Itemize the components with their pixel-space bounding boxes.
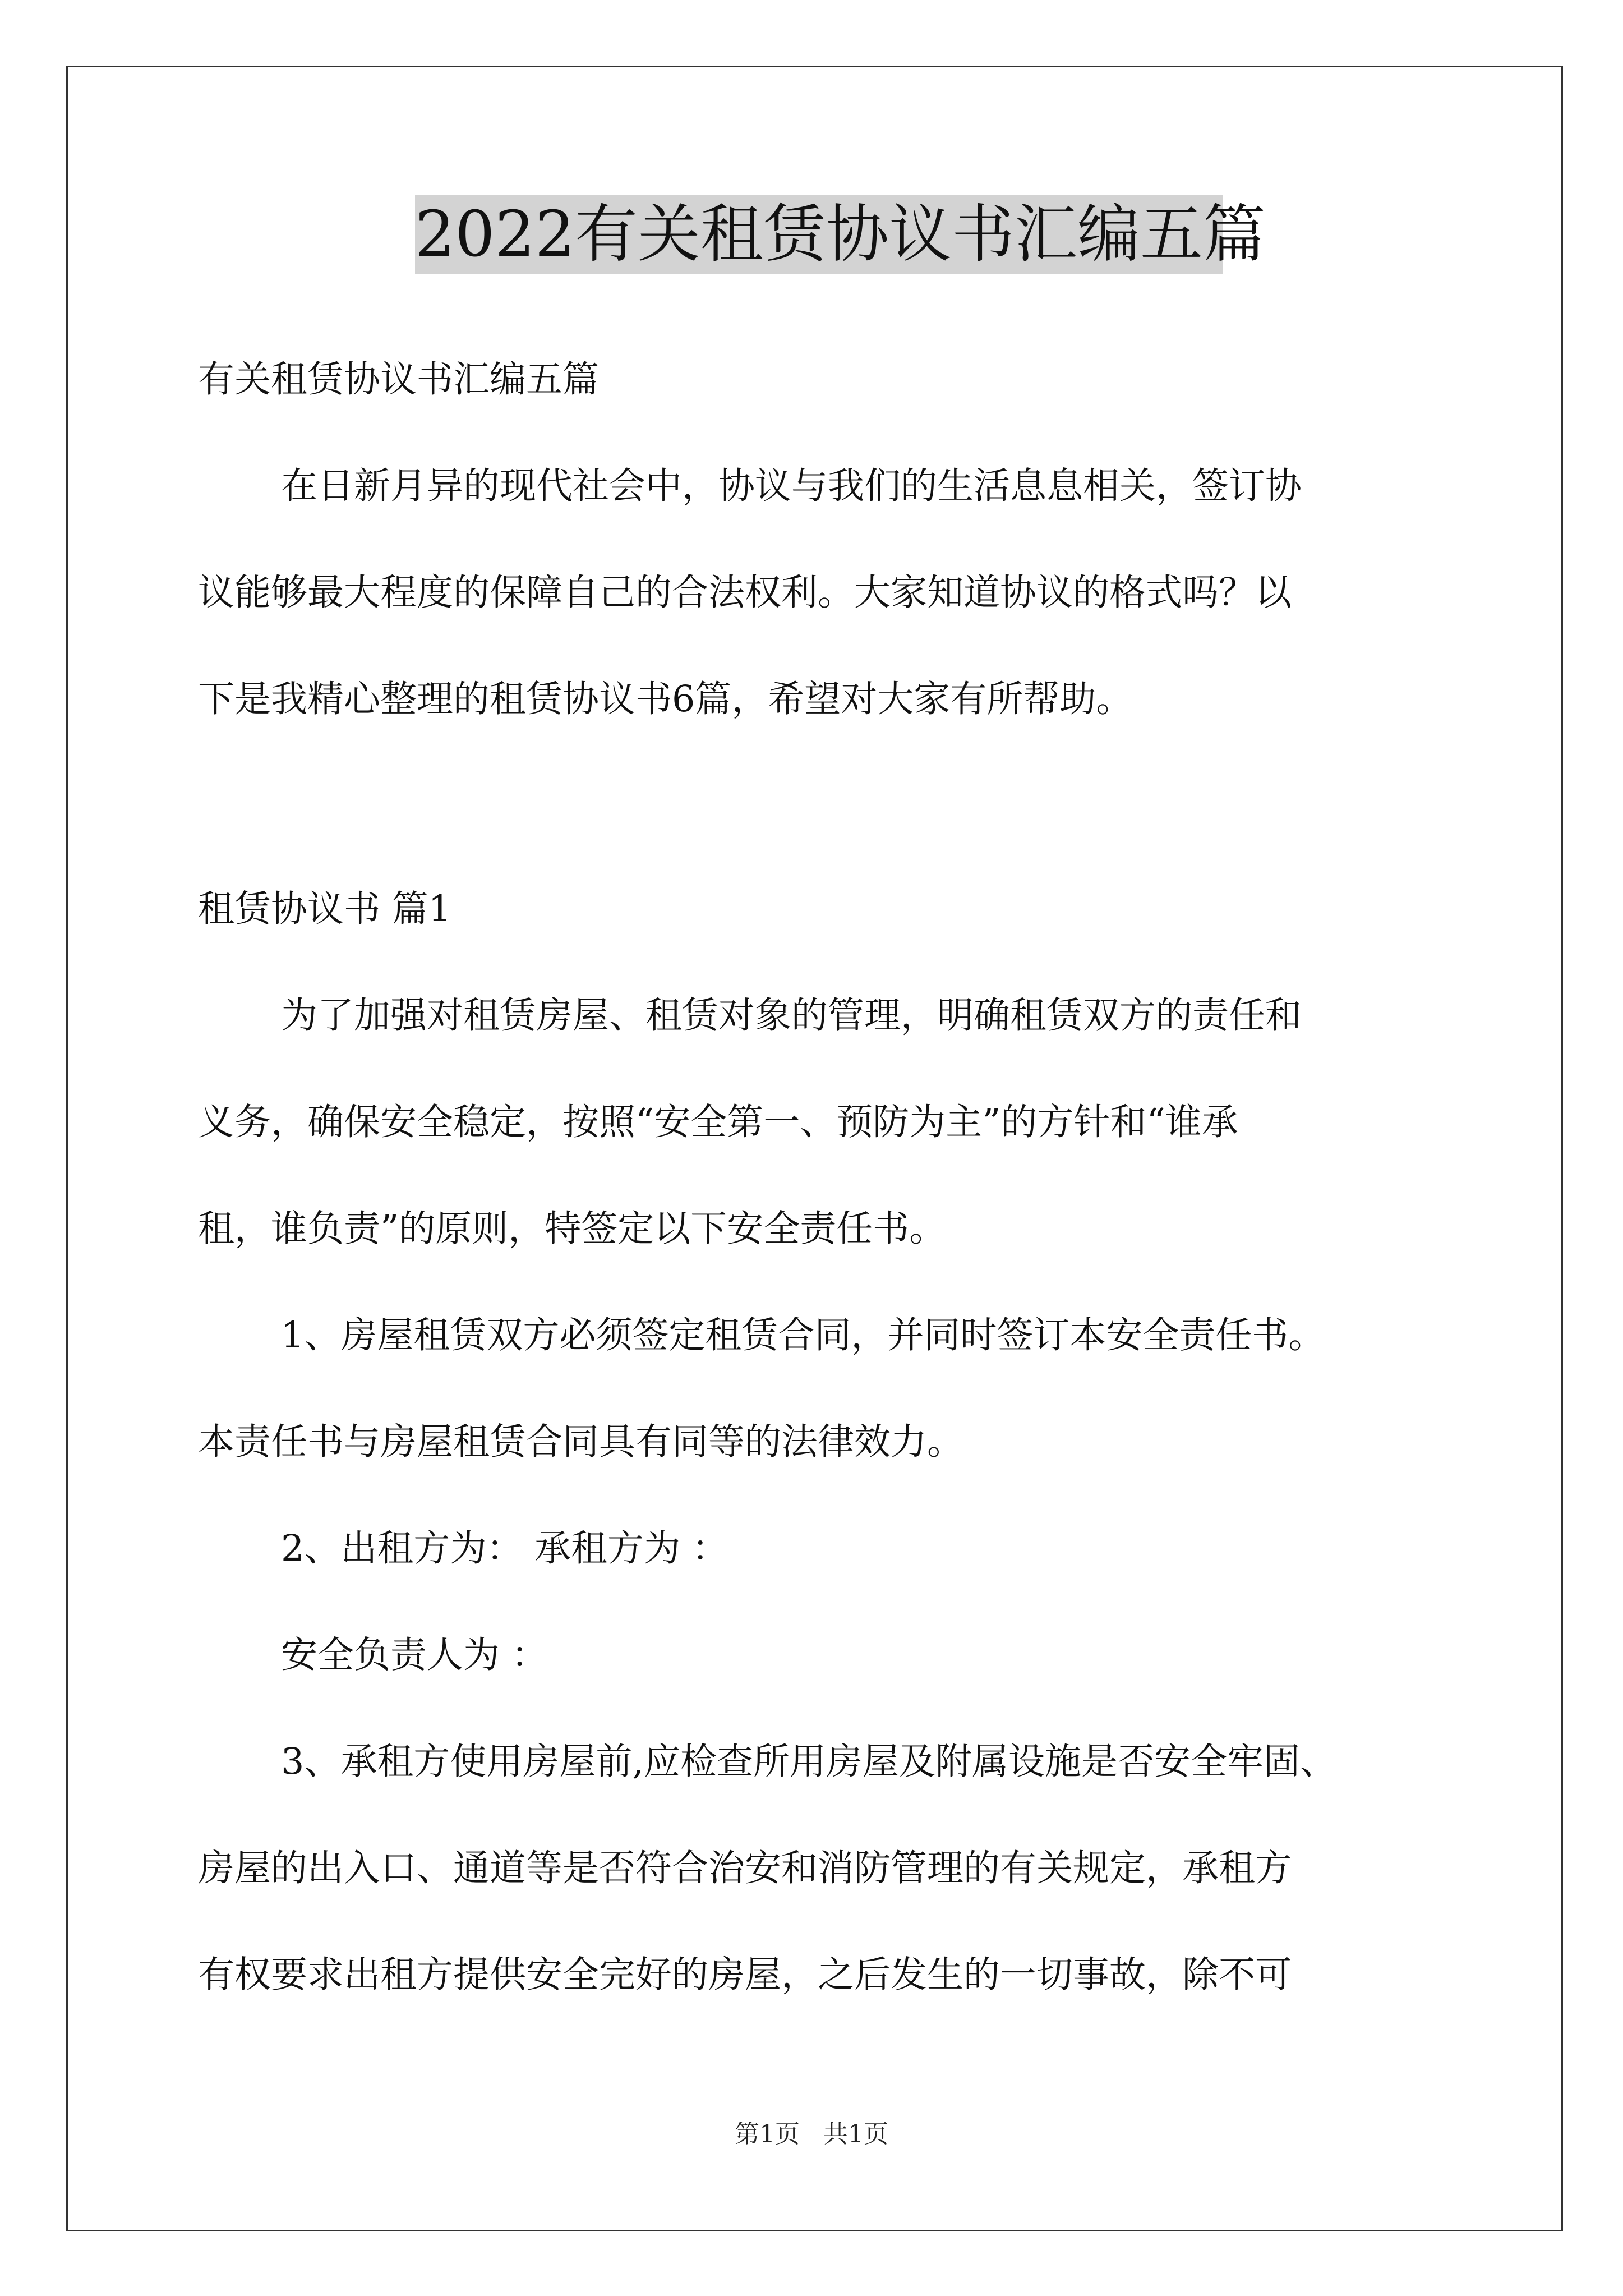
paragraph-line: 为了加强对租赁房屋、租赁对象的管理，明确租赁双方的责任和 bbox=[281, 995, 1302, 1037]
document-body bbox=[198, 0, 1449, 2296]
clause-2-line: 安全负责人为 ： bbox=[281, 1634, 548, 1676]
intro-line-3: 下是我精心整理的租赁协议书6篇，希望对大家有所帮助。 bbox=[198, 678, 1133, 720]
section-heading: 租赁协议书 篇1 bbox=[198, 888, 452, 930]
clause-1-line: 本责任书与房屋租赁合同具有同等的法律效力。 bbox=[198, 1421, 964, 1463]
intro-line-1: 在日新月异的现代社会中，协议与我们的生活息息相关，签订协 bbox=[281, 465, 1302, 507]
document-title: 2022有关租赁协议书汇编五篇 bbox=[415, 195, 1223, 274]
paragraph-line: 租，谁负责”的原则，特签定以下安全责任书。 bbox=[198, 1208, 946, 1250]
clause-3-line: 房屋的出入口、通道等是否符合治安和消防管理的有关规定，承租方 bbox=[198, 1847, 1292, 1889]
subtitle-line: 有关租赁协议书汇编五篇 bbox=[198, 358, 600, 401]
page-footer: 第1页 共1页 bbox=[735, 2120, 888, 2148]
clause-3-line: 有权要求出租方提供安全完好的房屋，之后发生的一切事故，除不可 bbox=[198, 1954, 1292, 1996]
paragraph-line: 义务，确保安全稳定，按照“安全第一、预防为主”的方针和“谁承 bbox=[198, 1101, 1238, 1143]
clause-3-line: 3、承租方使用房屋前,应检查所用房屋及附属设施是否安全牢固、 bbox=[281, 1741, 1337, 1783]
clause-1-line: 1、房屋租赁双方必须签定租赁合同，并同时签订本安全责任书。 bbox=[281, 1314, 1325, 1356]
intro-line-2: 议能够最大程度的保障自己的合法权利。大家知道协议的格式吗？以 bbox=[198, 572, 1292, 614]
clause-2-line: 2、出租方为： 承租方为 ： bbox=[281, 1527, 728, 1570]
